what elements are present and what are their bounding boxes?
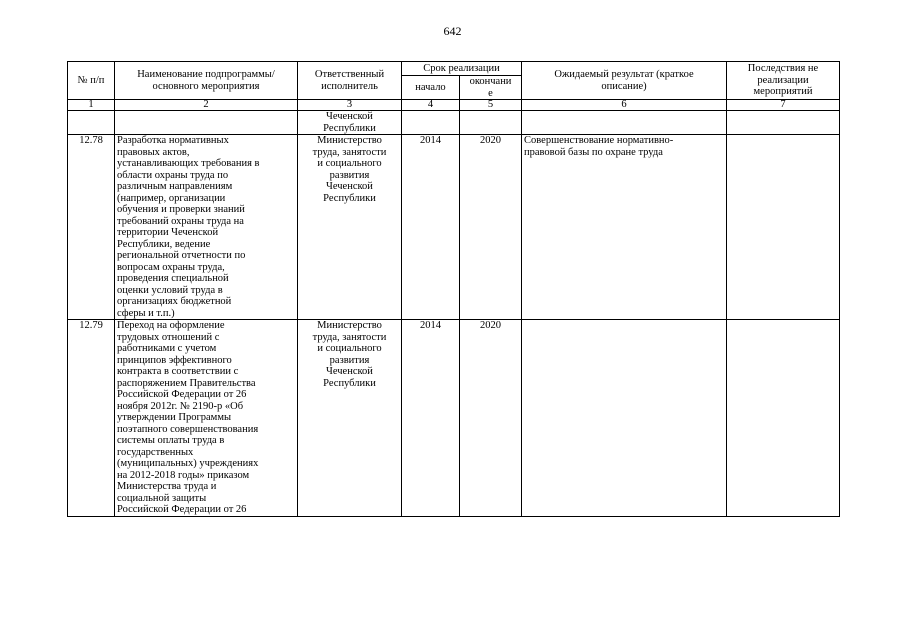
row-start: 2014 xyxy=(402,135,460,320)
row-start: 2014 xyxy=(402,320,460,517)
row-result: Совершенствование нормативно- правовой базы по охране труда xyxy=(522,135,727,320)
row-num: 12.79 xyxy=(68,320,115,517)
header-num: № п/п xyxy=(68,62,115,100)
header-end: окончани е xyxy=(460,76,522,100)
table-row xyxy=(68,320,840,517)
row-name xyxy=(115,111,298,135)
row-consequence xyxy=(727,320,840,517)
row-consequence xyxy=(727,111,840,135)
column-number: 4 xyxy=(402,100,460,111)
header-start: начало xyxy=(402,76,460,100)
column-number: 2 xyxy=(115,100,298,111)
header-executor: Ответственный исполнитель xyxy=(298,62,402,100)
row-result xyxy=(522,111,727,135)
header-period: Срок реализации xyxy=(402,62,522,76)
program-activities-table xyxy=(67,61,840,517)
row-end: 2020 xyxy=(460,320,522,517)
row-executor: Министерство труда, занятости и социального развития Чеченской Республики xyxy=(298,320,402,517)
row-name: Разработка нормативных правовых актов, устанавливающих требования в области охраны труда по различным направлениям (например, организации обучения и проверки знаний требований охраны труда на территории Чеченской Республики, ведение региональной отчетности по вопросам охраны труда, проведения специальной оценки условий труда в организациях бюджетной сферы и т.п.) xyxy=(115,135,298,320)
table-row xyxy=(68,111,840,135)
header-consequence: Последствия не реализации мероприятий xyxy=(727,62,840,100)
row-start xyxy=(402,111,460,135)
row-name: Переход на оформление трудовых отношений с работниками с учетом принципов эффективного контракта в соответствии с распоряжением Правительства Российской Федерации от 26 ноября 2012г. № 2190-р «Об утверждении Программы поэтапного совершенствования системы оплаты труда в государственных (муниципальных) учреждениях на 2012-2018 годы» приказом Министерства труда и социальной защиты Российской Федерации от 26 xyxy=(115,320,298,517)
column-number: 1 xyxy=(68,100,115,111)
row-num: 12.78 xyxy=(68,135,115,320)
header-result: Ожидаемый результат (краткое описание) xyxy=(522,62,727,100)
column-number: 5 xyxy=(460,100,522,111)
header-name: Наименование подпрограммы/ основного мероприятия xyxy=(115,62,298,100)
row-executor: Чеченской Республики xyxy=(298,111,402,135)
column-number: 7 xyxy=(727,100,840,111)
page-number: 642 xyxy=(443,24,462,38)
table-row xyxy=(68,135,840,320)
row-end: 2020 xyxy=(460,135,522,320)
column-number: 3 xyxy=(298,100,402,111)
column-numbers-row xyxy=(68,100,840,111)
row-consequence xyxy=(727,135,840,320)
row-executor: Министерство труда, занятости и социального развития Чеченской Республики xyxy=(298,135,402,320)
column-number: 6 xyxy=(522,100,727,111)
row-result xyxy=(522,320,727,517)
row-end xyxy=(460,111,522,135)
row-num xyxy=(68,111,115,135)
